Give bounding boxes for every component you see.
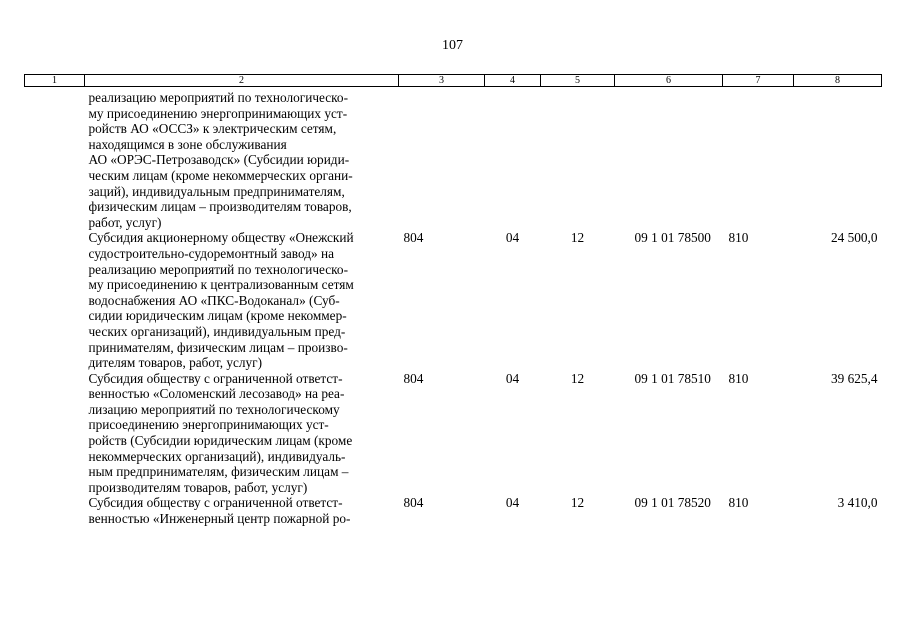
column-number: 8 — [794, 75, 882, 87]
razdel-cell: 04 — [505, 495, 520, 511]
csr-cell: 09 1 01 78510 — [634, 370, 711, 386]
description-line: венностью «Инженерный центр пожарной ро- — [88, 511, 351, 527]
description-line: водоснабжения АО «ПКС-Водоканал» (Суб- — [88, 292, 340, 308]
vr-cell: 810 — [728, 230, 749, 246]
column-number: 1 — [25, 75, 85, 87]
description-line: му присоединению к централизованным сетям — [88, 277, 354, 293]
ved-cell: 804 — [403, 230, 424, 246]
description-line: некоммерческих организаций), индивидуаль- — [88, 448, 346, 464]
row-description — [85, 495, 399, 526]
column-number-row — [25, 75, 882, 87]
razdel-cell: 04 — [505, 370, 520, 386]
csr-cell — [615, 87, 723, 231]
razdel-cell: 04 — [505, 230, 520, 246]
row-description — [85, 230, 399, 370]
description-line: присоединению энергопринимающих уст- — [88, 417, 329, 433]
empty-cell — [25, 495, 85, 526]
description-line: заций), индивидуальным предпринимателям, — [88, 183, 345, 199]
amount-cell — [794, 87, 882, 231]
column-number: 2 — [85, 75, 399, 87]
podrazdel-cell — [541, 87, 615, 231]
amount-cell: 3 410,0 — [837, 495, 878, 511]
column-number: 3 — [399, 75, 485, 87]
ved-cell: 804 — [403, 495, 424, 511]
description-line: лизацию мероприятий по технологическому — [88, 401, 340, 417]
description-line: производителям товаров, работ, услуг) — [88, 479, 308, 495]
page-number: 107 — [442, 38, 463, 53]
description-line: ройств АО «ОССЗ» к электрическим сетям, — [88, 121, 337, 137]
podrazdel-cell: 12 — [570, 230, 585, 246]
description-line: судостроительно-судоремонтный завод» на — [88, 245, 335, 261]
description-line: Субсидия акционерному обществу «Онежский — [88, 230, 354, 246]
description-line: ным предпринимателям, физическим лицам – — [88, 464, 349, 480]
empty-cell — [25, 371, 85, 496]
description-line: венностью «Соломенский лесозавод» на реа- — [88, 386, 345, 402]
amount-cell: 39 625,4 — [830, 370, 878, 386]
vr-cell: 810 — [728, 495, 749, 511]
empty-cell — [25, 230, 85, 370]
description-line: физическим лицам – производителям товаров, — [88, 199, 352, 215]
podrazdel-cell: 12 — [570, 370, 585, 386]
ved-cell — [399, 87, 485, 231]
description-line: реализацию мероприятий по технологическо- — [88, 261, 349, 277]
table-row — [25, 495, 882, 526]
csr-cell: 09 1 01 78520 — [634, 495, 711, 511]
description-line: Субсидия обществу с ограниченной ответст- — [88, 370, 343, 386]
table-row — [25, 371, 882, 496]
vr-cell — [723, 87, 794, 231]
razdel-cell — [485, 87, 541, 231]
csr-cell: 09 1 01 78500 — [634, 230, 711, 246]
podrazdel-cell: 12 — [570, 495, 585, 511]
column-number: 6 — [615, 75, 723, 87]
description-line: дителям товаров, работ, услуг) — [88, 355, 263, 371]
description-line: реализацию мероприятий по технологическо- — [88, 90, 349, 105]
vr-cell: 810 — [728, 370, 749, 386]
ved-cell: 804 — [403, 370, 424, 386]
table-row — [25, 87, 882, 231]
description-line: находящимся в зоне обслуживания — [88, 136, 287, 152]
row-description — [85, 371, 399, 496]
description-line: работ, услуг) — [88, 214, 162, 230]
description-line: ческих организаций), индивидуальным пред- — [88, 323, 346, 339]
row-description — [85, 87, 399, 231]
description-line: принимателям, физическим лицам – произво- — [88, 339, 348, 355]
description-line: ройств (Субсидии юридическим лицам (кроме — [88, 433, 353, 449]
description-line: ческим лицам (кроме некоммерческих органи- — [88, 167, 353, 183]
description-line: му присоединению энергопринимающих уст- — [88, 105, 348, 121]
column-number: 5 — [541, 75, 615, 87]
empty-cell — [25, 87, 85, 231]
amount-cell: 24 500,0 — [830, 230, 878, 246]
column-number: 7 — [723, 75, 794, 87]
column-number: 4 — [485, 75, 541, 87]
budget-table — [24, 74, 882, 527]
table-row — [25, 230, 882, 370]
description-line: сидии юридическим лицам (кроме некоммер- — [88, 308, 347, 324]
description-line: Субсидия обществу с ограниченной ответст- — [88, 495, 343, 511]
description-line: АО «ОРЭС-Петрозаводск» (Субсидии юриди- — [88, 152, 350, 168]
